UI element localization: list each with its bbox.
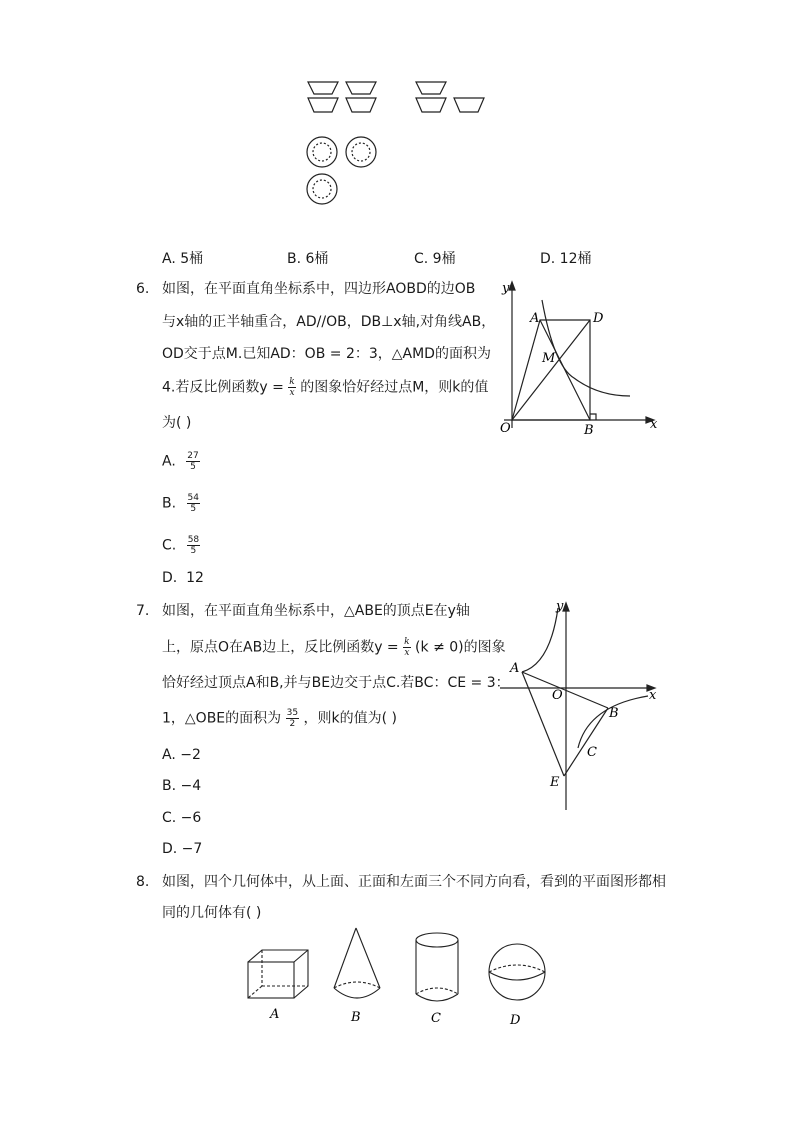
q7-text-line-3: 恰好经过顶点A和B,并与BE边交于点C.若BC：CE = 3： — [162, 675, 510, 691]
label-d: D — [510, 1013, 521, 1028]
label-x: x — [649, 688, 657, 703]
q6-text-line-1: 如图，在平面直角坐标系中，四边形AOBD的边OB — [162, 281, 476, 297]
y-axis-arrow — [563, 603, 569, 611]
label-b: B — [609, 706, 619, 721]
q8-text-line-1: 如图，四个几何体中，从上面、正面和左面三个不同方向看，看到的平面图形都相 — [162, 874, 666, 890]
label-e: E — [550, 775, 560, 790]
bucket-shape — [346, 98, 376, 112]
q7-option-c[interactable]: C. −6 — [162, 810, 202, 826]
right-angle-mark — [590, 414, 596, 420]
q7-area-prefix: 1，△OBE的面积为 — [162, 710, 282, 727]
q7-text-line-2 — [162, 637, 506, 658]
bucket-circle — [307, 174, 337, 204]
q5-figure — [300, 70, 500, 220]
label-c: C — [587, 745, 597, 760]
q7-k-over-x: $\frac{k}{x}$ — [404, 637, 410, 658]
q5-option-a[interactable]: A. 5桶 — [162, 251, 204, 267]
q8-text-line-2: 同的几何体有( ) — [162, 905, 262, 921]
q7-function-suffix: (k ≠ 0)的图象 — [415, 639, 506, 656]
label-c: C — [431, 1011, 441, 1026]
q6-text-line-5: 为( ) — [162, 415, 192, 431]
q6-number: 6. — [136, 281, 150, 297]
bucket-shape — [416, 82, 446, 94]
q7-area-fraction: $\frac{35}{2}$ — [286, 708, 299, 729]
diagonal-od — [512, 320, 590, 420]
q7-area-suffix: ，则k的值为( ) — [303, 710, 397, 727]
q6-option-d[interactable]: D. 12 — [162, 570, 204, 586]
bucket-circle — [307, 137, 337, 167]
cone-figure — [334, 928, 380, 998]
q6-function-suffix: 的图象恰好经过点M，则k的值 — [300, 379, 489, 396]
label-m: M — [542, 351, 556, 366]
q5-option-d[interactable]: D. 12桶 — [540, 251, 592, 267]
q6-function-prefix: 4.若反比例函数y = — [162, 379, 284, 396]
cube-figure — [248, 950, 308, 998]
side-be — [564, 708, 608, 776]
bucket-top-views — [307, 137, 376, 204]
label-y: y — [502, 281, 510, 296]
q6-text-line-4 — [162, 377, 488, 398]
q6-k-over-x: $\frac{k}{x}$ — [289, 377, 295, 398]
sphere-figure — [489, 944, 545, 1000]
bucket-stack-right — [416, 82, 484, 112]
bucket-shape — [416, 98, 446, 112]
bucket-shape — [454, 98, 484, 112]
bucket-shape — [308, 82, 338, 94]
hyperbola-branch-right — [578, 696, 648, 748]
label-b: B — [351, 1010, 361, 1025]
q7-option-b[interactable]: B. −4 — [162, 778, 202, 794]
q8-number: 8. — [136, 874, 150, 890]
q7-text-line-1: 如图，在平面直角坐标系中，△ABE的顶点E在y轴 — [162, 603, 470, 619]
bucket-inner-circle — [352, 143, 370, 161]
q7-text-line-4 — [162, 708, 397, 729]
label-a: A — [510, 661, 520, 676]
bucket-circle — [346, 137, 376, 167]
bucket-stack-left — [308, 82, 376, 112]
bucket-shape — [346, 82, 376, 94]
hyperbola-branch-left — [522, 608, 558, 672]
q6-option-b[interactable]: B. $\frac{54}{5}$ — [162, 493, 199, 514]
label-b: B — [584, 423, 594, 438]
q7-number: 7. — [136, 603, 150, 619]
q7-option-a[interactable]: A. −2 — [162, 747, 201, 763]
q6-text-line-2: 与x轴的正半轴重合，AD//OB，DB⊥x轴,对角线AB， — [162, 314, 496, 330]
q6-text-line-3: OD交于点M.已知AD：OB = 2：3，△AMD的面积为 — [162, 346, 491, 362]
bucket-inner-circle — [313, 143, 331, 161]
q7-figure — [498, 598, 668, 813]
q6-option-a[interactable]: A. $\frac{27}{5}$ — [162, 451, 199, 472]
hyperbola-curve — [542, 300, 630, 396]
label-o: O — [552, 688, 563, 703]
cylinder-figure — [416, 933, 458, 1001]
q7-option-d[interactable]: D. −7 — [162, 841, 203, 857]
label-a: A — [270, 1007, 280, 1022]
label-a: A — [530, 311, 540, 326]
label-y: y — [556, 599, 564, 614]
q6-option-c[interactable]: C. $\frac{58}{5}$ — [162, 535, 200, 556]
q6-figure — [494, 278, 664, 438]
bucket-shape — [308, 98, 338, 112]
y-axis-arrow — [509, 282, 515, 290]
bucket-inner-circle — [313, 180, 331, 198]
label-d: D — [593, 311, 604, 326]
q5-option-c[interactable]: C. 9桶 — [414, 251, 456, 267]
q5-option-b[interactable]: B. 6桶 — [287, 251, 329, 267]
label-x: x — [650, 417, 658, 432]
label-o: O — [500, 421, 511, 436]
q8-figures — [238, 924, 558, 1034]
q7-function-prefix: 上，原点O在AB边上，反比例函数y = — [162, 639, 399, 656]
